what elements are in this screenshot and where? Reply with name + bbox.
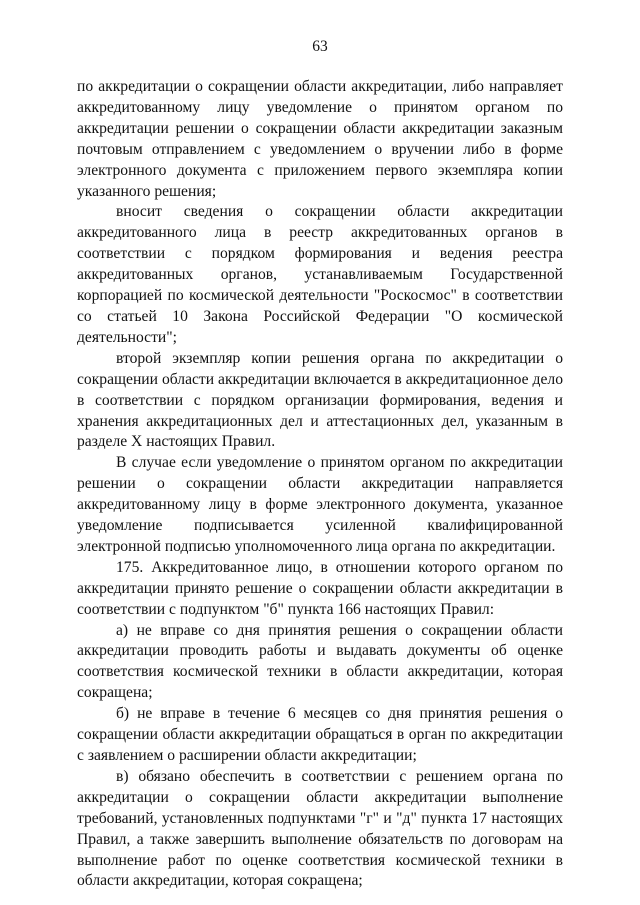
page-number: 63 <box>312 38 328 55</box>
paragraph-second-copy: второй экземпляр копии решения органа по аккредитации о сокращении области аккредитации включается в аккредитационное дело в соответствии с порядком организации формирования, ведения и хранения аккредитационных дел и аттестационных дел, указанным в разделе X настоящих Правил. <box>77 349 563 451</box>
paragraph-subclause-b: б) не вправе в течение 6 месяцев со дня принятия решения о сокращении области аккредитации обращаться в орган по аккредитации с заявлением о расширении области аккредитации; <box>77 705 563 764</box>
paragraph-continuation: по аккредитации о сокращении области аккредитации, либо направляет аккредитованному лицу уведомление о принятом органом по аккредитации решении о сокращении области аккредитации заказным почтовым отправлением с уведомлением о вручении либо в форме электронного документа с приложением первого экземпляра копии указанного решения; <box>77 78 563 200</box>
document-body <box>77 77 563 892</box>
paragraph-subclause-a: а) не вправе со дня принятия решения о сокращении области аккредитации проводить работы и выдавать документы об оценке соответствия космической техники в области аккредитации, которая сокращена; <box>77 621 563 702</box>
paragraph-clause-175: 175. Аккредитованное лицо, в отношении которого органом по аккредитации принято решение о сокращении области аккредитации в соответствии с подпунктом "б" пункта 166 настоящих Правил: <box>77 558 563 618</box>
paragraph-electronic-notice: В случае если уведомление о принятом органом по аккредитации решении о сокращении области аккредитации направляется аккредитованному лицу в форме электронного документа, указанное уведомление подписывается усиленной квалифицированной электронной подписью уполномоченного лица органа по аккредитации. <box>77 454 563 555</box>
paragraph-registry-entry: вносит сведения о сокращении области аккредитации аккредитованного лица в реестр аккредитованных органов в соответствии с порядком формирования и ведения реестра аккредитованных органов, устанавливаемым Государственной корпорацией по космической деятельности "Роскосмос" в соответствии со статьей 10 Закона Российской Федерации "О космической деятельности"; <box>77 203 563 346</box>
paragraph-subclause-v: в) обязано обеспечить в соответствии с решением органа по аккредитации о сокращении области аккредитации выполнение требований, установленных подпунктами "г" и "д" пункта 17 настоящих Правил, а также завершить выполнение обязательств по договорам на выполнение работ по оценке соответствия космической техники в области аккредитации, которая сокращена; <box>77 767 563 890</box>
